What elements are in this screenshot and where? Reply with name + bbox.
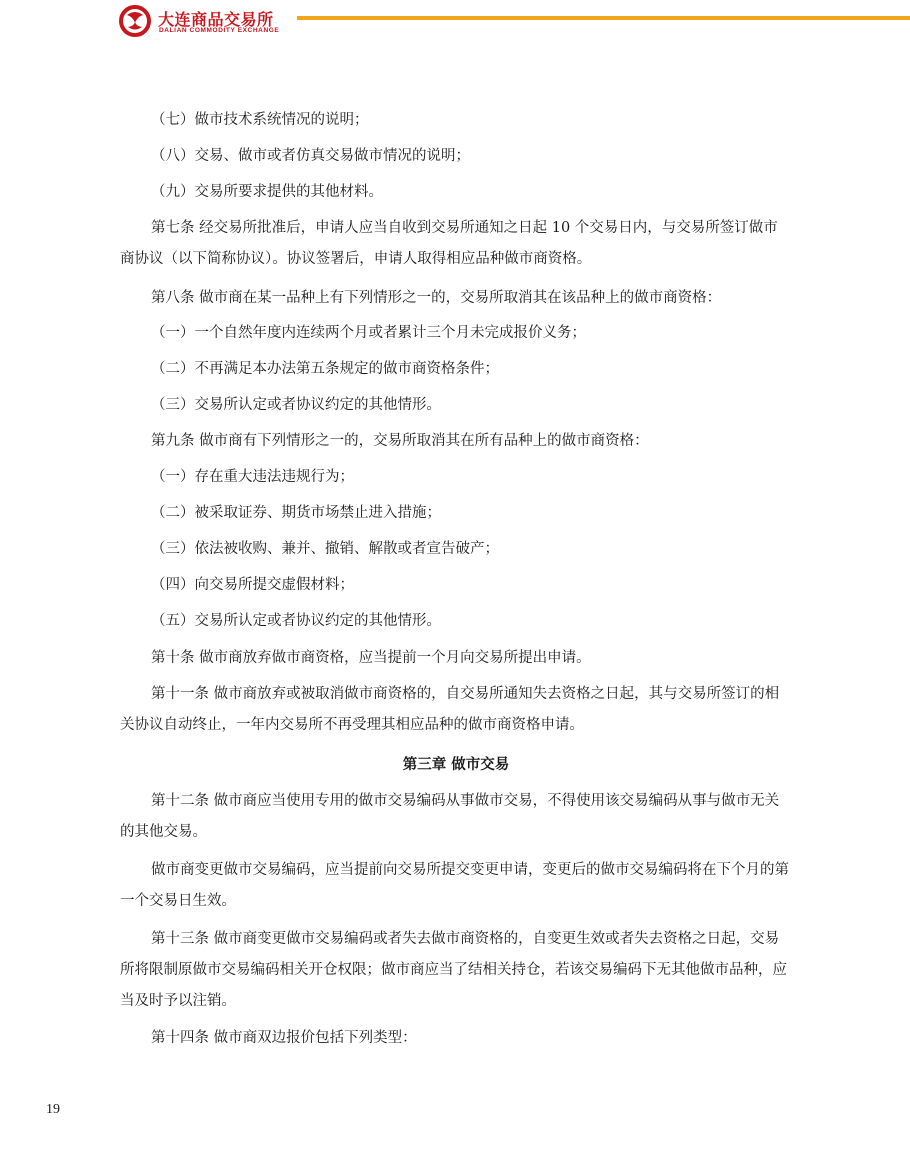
paragraph: （三）交易所认定或者协议约定的其他情形。: [151, 397, 441, 413]
paragraph: 第十二条 做市商应当使用专用的做市交易编码从事做市交易，不得使用该交易编码从事与做市无关的其他交易。: [120, 793, 780, 840]
page-number: 19: [46, 1102, 60, 1117]
logo-chinese-name: 大连商品交易所: [158, 10, 274, 29]
paragraph: （一）存在重大违法违规行为；: [151, 469, 354, 485]
paragraph: 第十条 做市商放弃做市商资格，应当提前一个月向交易所提出申请。: [151, 650, 591, 666]
paragraph: 做市商变更做市交易编码，应当提前向交易所提交变更申请，变更后的做市交易编码将在下个月的第一个交易日生效。: [120, 862, 789, 909]
paragraph: （四）向交易所提交虚假材料；: [151, 577, 354, 593]
paragraph: 第十一条 做市商放弃或被取消做市商资格的，自交易所通知失去资格之日起，其与交易所签订的相关协议自动终止，一年内交易所不再受理其相应品种的做市商资格申请。: [120, 686, 780, 733]
paragraph: （二）被采取证券、期货市场禁止进入措施；: [151, 505, 441, 521]
paragraph: 第十四条 做市商双边报价包括下列类型：: [151, 1030, 417, 1046]
paragraph: （五）交易所认定或者协议约定的其他情形。: [151, 613, 441, 629]
dce-logo-icon: [118, 5, 152, 37]
logo-english-name: DALIAN COMMODITY EXCHANGE: [159, 27, 280, 34]
paragraph: 第七条 经交易所批准后，申请人应当自收到交易所通知之日起 10 个交易日内，与交易所签订做市商协议（以下简称协议）。协议签署后，申请人取得相应品种做市商资格。: [120, 220, 778, 267]
paragraph: （一）一个自然年度内连续两个月或者累计三个月未完成报价义务；: [151, 325, 586, 341]
paragraph: （八）交易、做市或者仿真交易做市情况的说明；: [151, 148, 470, 164]
paragraph: 第九条 做市商有下列情形之一的，交易所取消其在所有品种上的做市商资格：: [151, 433, 649, 449]
chapter-title: 第三章 做市交易: [402, 757, 510, 773]
paragraph: 第十三条 做市商变更做市交易编码或者失去做市商资格的，自变更生效或者失去资格之日起，交易所将限制原做市交易编码相关开仓权限；做市商应当了结相关持仓，若该交易编码下无其他做市品种，应当及时予以注销。: [120, 931, 787, 1009]
paragraph: （三）依法被收购、兼并、撤销、解散或者宣告破产；: [151, 541, 499, 557]
paragraph: 第八条 做市商在某一品种上有下列情形之一的，交易所取消其在该品种上的做市商资格：: [151, 290, 722, 306]
paragraph: （七）做市技术系统情况的说明；: [151, 112, 369, 128]
page-header: [0, 0, 910, 44]
paragraph: （九）交易所要求提供的其他材料。: [151, 184, 383, 200]
paragraph: （二）不再满足本办法第五条规定的做市商资格条件；: [151, 361, 499, 377]
header-rule: [297, 16, 910, 20]
